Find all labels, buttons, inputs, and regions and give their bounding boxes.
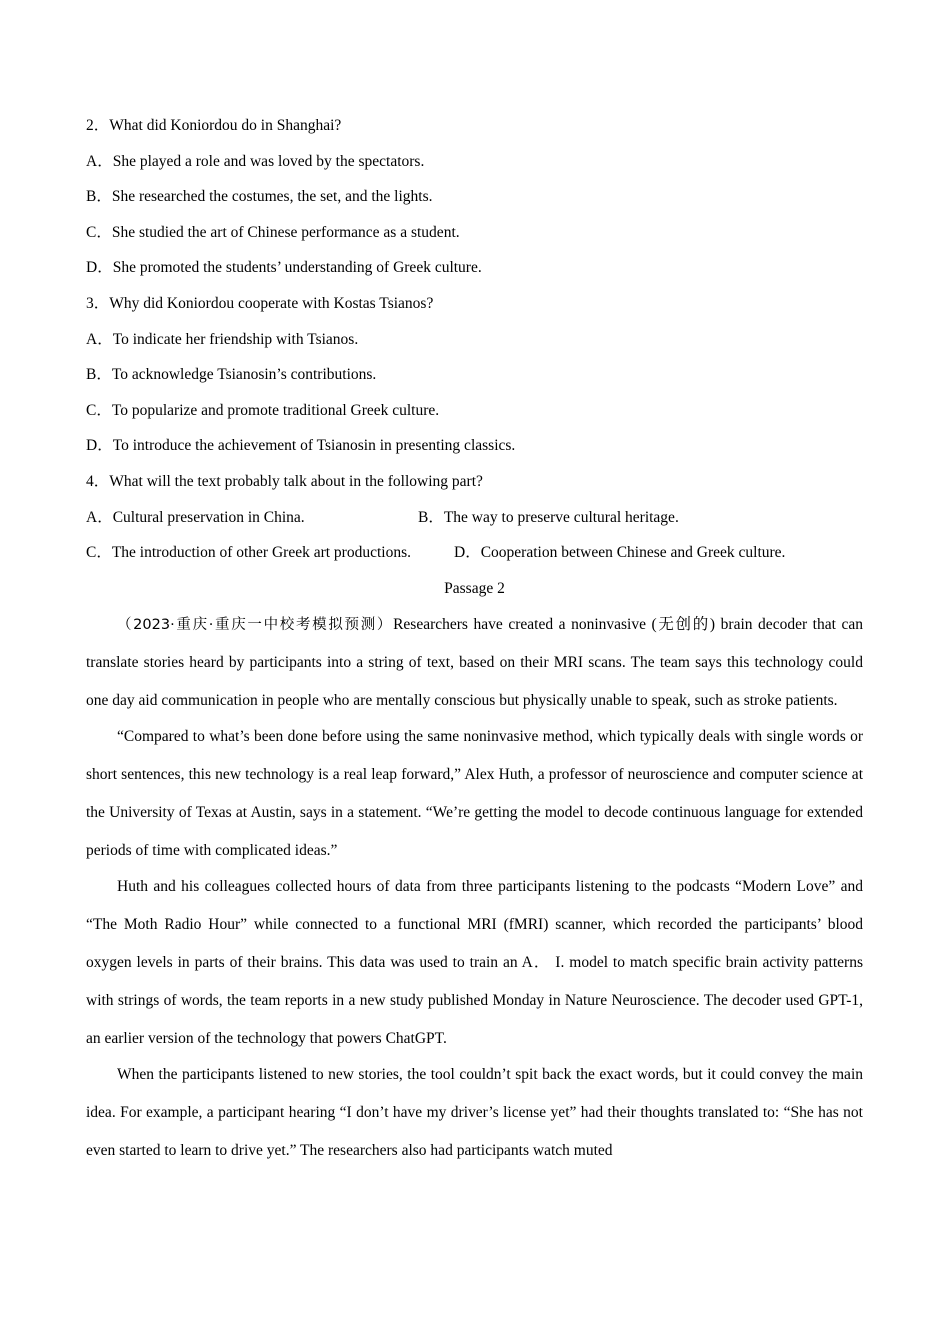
question-2-stem: 2．What did Koniordou do in Shanghai? (86, 117, 342, 134)
question-4-option-b: B．The way to preserve cultural heritage. (418, 508, 679, 526)
question-3-option-d: D．To introduce the achievement of Tsianosin in presenting classics. (86, 437, 516, 455)
document-page (86, 108, 863, 1170)
question-4-option-c: C．The introduction of other Greek art productions. (86, 544, 411, 562)
passage-source: （2023·重庆·重庆一中校考模拟预测） (117, 617, 394, 634)
question-3-option-c: C．To popularize and promote traditional Greek culture. (86, 401, 440, 419)
question-3-option-a: A．To indicate her friendship with Tsianos. (86, 330, 359, 348)
question-3-stem: 3．Why did Koniordou cooperate with Kostas Tsianos? (86, 294, 434, 312)
passage-paragraph-1-text: Researchers have created a noninvasive (无创的) brain decoder that can translate stories heard by participants into a string of text, based on their MRI scans. The team says this technology could one day aid communication in people who are mentally conscious but physically unable to speak, such as stroke patients. (86, 616, 863, 710)
question-3-option-b: B．To acknowledge Tsianosin’s contributions. (86, 366, 377, 384)
question-4-option-d: D．Cooperation between Chinese and Greek culture. (454, 544, 786, 562)
passage-title: Passage 2 (444, 579, 505, 597)
passage-paragraph-1 (86, 606, 863, 720)
passage-paragraph-2: “Compared to what’s been done before using the same noninvasive method, which typically deals with single words or short sentences, this new technology is a real leap forward,” Alex Huth, a professor of neuroscience and computer science at the University of Texas at Austin, says in a statement. “We’re getting the model to decode continuous language for extended periods of time with complicated ideas.” (86, 728, 863, 860)
question-4-options-row-1 (86, 500, 863, 536)
question-2-option-d: D．She promoted the students’ understanding of Greek culture. (86, 259, 482, 277)
question-4-options-row-2 (86, 535, 863, 571)
question-2-option-c: C．She studied the art of Chinese performance as a student. (86, 223, 460, 241)
question-2-option-a: A．She played a role and was loved by the spectators. (86, 152, 425, 170)
question-4-option-a: A．Cultural preservation in China. (86, 508, 305, 526)
passage-paragraph-4: When the participants listened to new stories, the tool couldn’t spit back the exact words, but it could convey the main idea. For example, a participant hearing “I don’t have my driver’s license yet” had their thoughts translated to: “She has not even started to learn to drive yet.” The researchers also had participants watch muted (86, 1066, 863, 1160)
passage-paragraph-3: Huth and his colleagues collected hours of data from three participants listening to the podcasts “Modern Love” and “The Moth Radio Hour” while connected to a functional MRI (fMRI) scanner, which recorded the participants’ blood oxygen levels in parts of their brains. This data was used to train an A． I. model to match specific brain activity patterns with strings of words, the team reports in a new study published Monday in Nature Neuroscience. The decoder used GPT-1, an earlier version of the technology that powers ChatGPT. (86, 878, 863, 1048)
question-4-stem: 4．What will the text probably talk about in the following part? (86, 472, 483, 490)
question-2-option-b: B．She researched the costumes, the set, and the lights. (86, 188, 433, 206)
